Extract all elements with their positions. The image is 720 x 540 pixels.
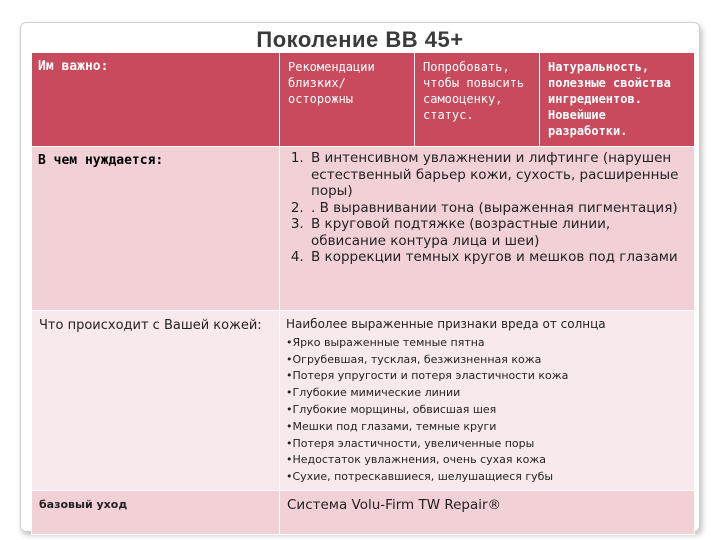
needs-label: В чем нуждается: (32, 147, 280, 311)
list-item: 2. . В выравнивании тона (выраженная пигментация) (308, 200, 688, 217)
skin-heading: Наиболее выраженные признаки вреда от солнца (286, 317, 606, 331)
base-care-row (32, 490, 695, 534)
skin-label: Что происходит с Вашей кожей: (32, 311, 280, 491)
slide-title: Поколение ВВ 45+ (256, 27, 464, 52)
info-table (31, 52, 695, 535)
needs-list (280, 147, 694, 268)
list-item: • Недостаток увлажнения, очень сухая кожа (286, 452, 688, 469)
list-item: 1. В интенсивном увлажнении и лифтинге (нарушен естественный барьер кожи, сухость, расширенные поры) (308, 150, 688, 200)
header-row (32, 53, 695, 147)
list-item: • Мешки под глазами, темные круги (286, 419, 688, 436)
list-item: • Глубокие мимические линии (286, 385, 688, 402)
header-label: Им важно: (32, 53, 280, 147)
list-item: • Ярко выраженные темные пятна (286, 335, 688, 352)
needs-row (32, 147, 695, 311)
list-item: 3. В круговой подтяжке (возрастные линии, обвисание контура лица и шеи) (308, 216, 688, 249)
list-item: • Сухие, потрескавшиеся, шелушащиеся губы (286, 469, 688, 486)
list-item: • Огрубевшая, тусклая, безжизненная кожа (286, 352, 688, 369)
needs-cell (280, 147, 695, 311)
base-care-label: базовый уход (32, 490, 280, 534)
list-item: • Глубокие морщины, обвисшая шея (286, 402, 688, 419)
list-item: 4. В коррекции темных кругов и мешков под глазами (308, 249, 688, 266)
header-col-2: Попробовать, чтобы повысить самооценку, статус. (415, 53, 540, 147)
list-item: • Потеря упругости и потеря эластичности кожа (286, 368, 688, 385)
base-care-value: Система Volu-Firm TW Repair® (280, 490, 695, 534)
list-item: • Потеря эластичности, увеличенные поры (286, 436, 688, 453)
skin-row (32, 311, 695, 491)
header-col-1: Рекомендации близких/осторожны (280, 53, 415, 147)
skin-cell (280, 311, 695, 491)
header-col-3: Натуральность, полезные свойства ингредиентов. Новейшие разработки. (540, 53, 695, 147)
